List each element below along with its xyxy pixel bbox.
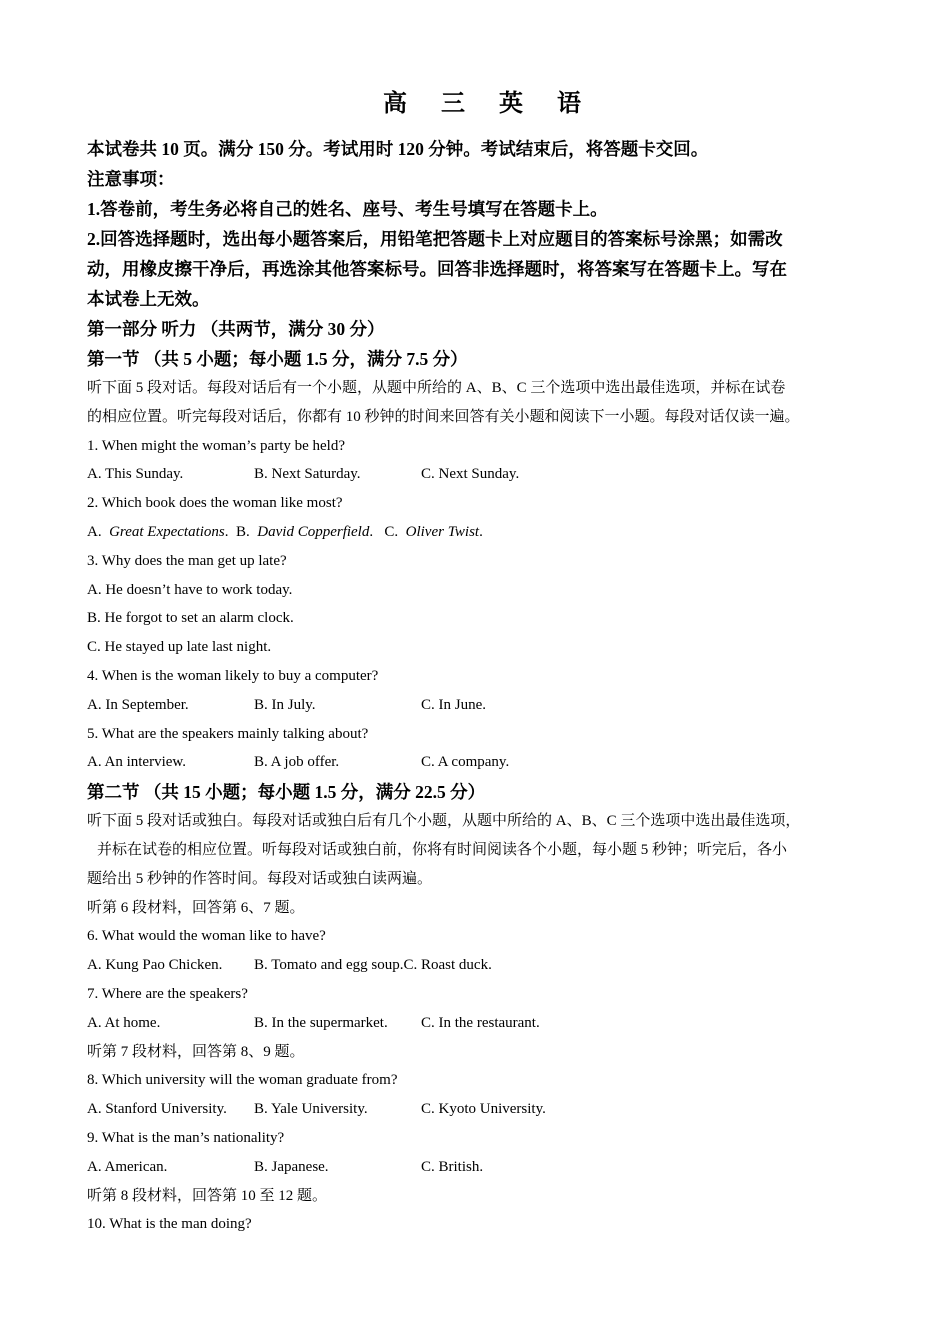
q4-option-a: A. In September. xyxy=(87,696,189,713)
q2-end: . xyxy=(479,523,483,540)
q6-option-b: B. Tomato and egg soup. xyxy=(254,957,404,974)
q8-option-c: C. Kyoto University. xyxy=(421,1101,546,1118)
material-8-heading: 听第 8 段材料，回答第 10 至 12 题。 xyxy=(87,1187,328,1204)
material-7-heading: 听第 7 段材料，回答第 8、9 题。 xyxy=(87,1043,305,1060)
q1-option-b: B. Next Saturday. xyxy=(254,466,361,483)
material-6-heading: 听第 6 段材料，回答第 6、7 题。 xyxy=(87,899,305,916)
q9-option-b: B. Japanese. xyxy=(254,1158,329,1175)
q4-option-b: B. In July. xyxy=(254,696,316,713)
q7-option-a: A. At home. xyxy=(87,1014,161,1031)
q2-option-c: Oliver Twist xyxy=(405,523,480,540)
note-2-line-1: 2.回答选择题时，选出每小题答案后，用铅笔把答题卡上对应题目的答案标号涂黑；如需改 xyxy=(87,229,783,249)
q1-option-a: A. This Sunday. xyxy=(87,466,184,483)
q3-option-b: B. He forgot to set an alarm clock. xyxy=(87,610,294,627)
q2-option-a: Great Expectations xyxy=(109,523,225,540)
question-4: 4. When is the woman likely to buy a computer? xyxy=(87,667,379,684)
q7-option-b: B. In the supermarket. xyxy=(254,1014,388,1031)
question-9-options xyxy=(87,1153,877,1182)
question-6-options xyxy=(87,951,877,980)
q2-option-b: David Copperfield xyxy=(257,523,370,540)
q7-option-c: C. In the restaurant. xyxy=(421,1014,540,1031)
q3-option-a: A. He doesn’t have to work today. xyxy=(87,581,293,598)
q9-option-a: A. American. xyxy=(87,1158,168,1175)
q1-option-c: C. Next Sunday. xyxy=(421,466,520,483)
q6-option-c: C. Roast duck. xyxy=(403,957,492,974)
part-1-heading: 第一部分 听力 （共两节，满分 30 分） xyxy=(87,319,385,339)
question-6: 6. What would the woman like to have? xyxy=(87,928,326,945)
section-2-instructions-line-2: 并标在试卷的相应位置。听每段对话或独白前，你将有时间阅读各个小题，每小题 5 秒钟；听完后，各小 xyxy=(97,841,788,858)
q5-option-b: B. A job offer. xyxy=(254,754,340,771)
section-2-instructions-line-1: 听下面 5 段对话或独白。每段对话或独白后有几个小题，从题中所给的 A、B、C 三个选项中选出最佳选项， xyxy=(87,813,801,830)
q8-option-a: A. Stanford University. xyxy=(87,1101,227,1118)
q3-option-c: C. He stayed up late last night. xyxy=(87,639,272,656)
question-8-options xyxy=(87,1095,877,1124)
question-9: 9. What is the man’s nationality? xyxy=(87,1129,285,1146)
notes-heading: 注意事项： xyxy=(87,169,175,189)
q2-option-c-prefix: . C. xyxy=(369,523,406,540)
question-5-options xyxy=(87,748,877,777)
question-1: 1. When might the woman’s party be held? xyxy=(87,437,345,454)
question-1-options xyxy=(87,460,877,489)
question-3: 3. Why does the man get up late? xyxy=(87,552,287,569)
question-2: 2. Which book does the woman like most? xyxy=(87,495,343,512)
note-1: 1.答卷前，考生务必将自己的姓名、座号、考生号填写在答题卡上。 xyxy=(87,199,608,219)
note-2-line-3: 本试卷上无效。 xyxy=(87,289,210,309)
exam-intro: 本试卷共 10 页。满分 150 分。考试用时 120 分钟。考试结束后，将答题卡交回。 xyxy=(87,139,709,159)
q6-option-a: A. Kung Pao Chicken. xyxy=(87,957,223,974)
q4-option-c: C. In June. xyxy=(421,696,486,713)
question-10: 10. What is the man doing? xyxy=(87,1216,252,1233)
question-4-options xyxy=(87,691,877,720)
question-8: 8. Which university will the woman graduate from? xyxy=(87,1072,398,1089)
q2-option-a-prefix: A. xyxy=(87,523,110,540)
question-2-options xyxy=(87,518,877,547)
question-7: 7. Where are the speakers? xyxy=(87,985,248,1002)
question-7-options xyxy=(87,1009,877,1038)
page-title: 高 三 英 语 xyxy=(383,91,595,117)
q2-option-b-prefix: . B. xyxy=(224,523,258,540)
question-5: 5. What are the speakers mainly talking about? xyxy=(87,725,369,742)
q9-option-c: C. British. xyxy=(421,1158,484,1175)
q8-option-b: B. Yale University. xyxy=(254,1101,368,1118)
section-1-instructions-line-2: 的相应位置。听完每段对话后，你都有 10 秒钟的时间来回答有关小题和阅读下一小题。每段对话仅读一遍。 xyxy=(87,408,800,425)
section-1-instructions-line-1: 听下面 5 段对话。每段对话后有一个小题，从题中所给的 A、B、C 三个选项中选出最佳选项，并标在试卷 xyxy=(87,380,786,396)
exam-page xyxy=(87,80,877,1239)
q5-option-c: C. A company. xyxy=(421,754,510,771)
section-2-heading: 第二节 （共 15 小题；每小题 1.5 分，满分 22.5 分） xyxy=(87,782,486,803)
section-2-instructions-line-3: 题给出 5 秒钟的作答时间。每段对话或独白读两遍。 xyxy=(87,870,433,887)
section-1-heading: 第一节 （共 5 小题；每小题 1.5 分，满分 7.5 分） xyxy=(87,349,468,369)
q5-option-a: A. An interview. xyxy=(87,754,187,771)
note-2-line-2: 动，用橡皮擦干净后，再选涂其他答案标号。回答非选择题时，将答案写在答题卡上。写在 xyxy=(87,259,787,279)
